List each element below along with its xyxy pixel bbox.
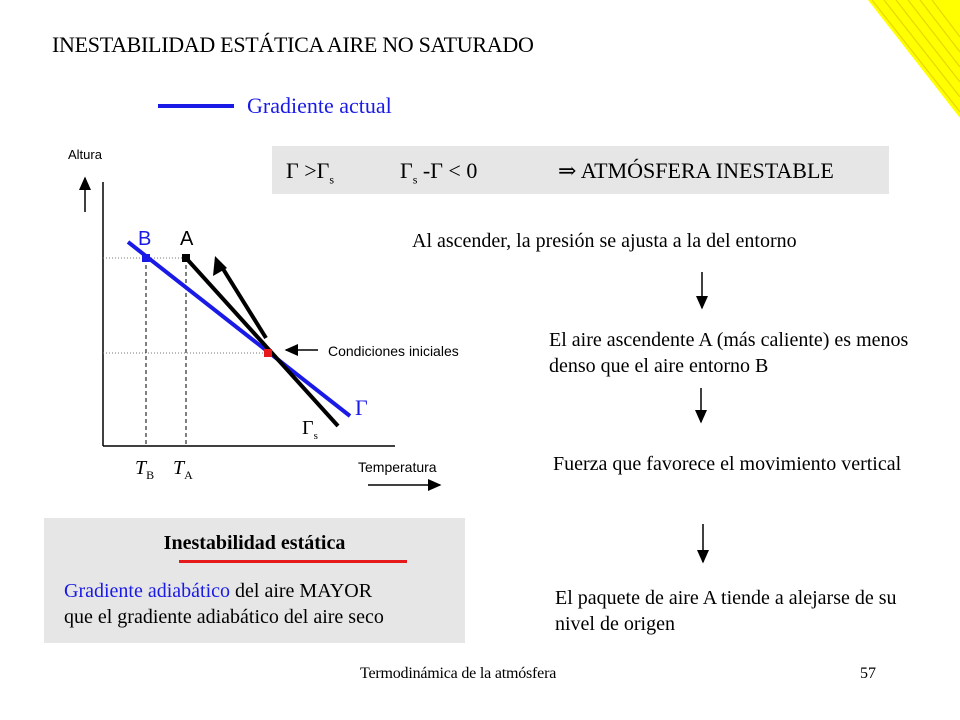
condition-difference: $\Gamma_s$ -Γ < 0 bbox=[400, 158, 478, 187]
slide-title: INESTABILIDAD ESTÁTICA AIRE NO SATURADO bbox=[52, 32, 534, 57]
info-text-rest: del aire MAYOR bbox=[230, 580, 373, 602]
initial-point-marker bbox=[264, 349, 272, 357]
condition-result: ⇒ ATMÓSFERA INESTABLE bbox=[558, 158, 834, 183]
dry-adiabat-line bbox=[186, 258, 338, 426]
info-text bbox=[64, 578, 384, 630]
condition-inequality: $\Gamma >\Gamma_s$ bbox=[286, 158, 335, 187]
point-b-label: B bbox=[138, 228, 152, 250]
flow-step-2: El aire ascendente A (más caliente) es menos denso que el aire entorno B bbox=[549, 329, 909, 377]
point-a-label: A bbox=[180, 228, 194, 250]
ta-label: $T_A$ bbox=[173, 457, 193, 482]
flow-step-3: Fuerza que favorece el movimiento vertical bbox=[553, 453, 902, 475]
info-text-line2: que el gradiente adiabático del aire seco bbox=[64, 606, 384, 628]
flow-step-4: El paquete de aire A tiende a alejarse de su nivel de origen bbox=[555, 587, 897, 635]
info-title: Inestabilidad estática bbox=[163, 532, 346, 554]
flow-step-1: Al ascender, la presión se ajusta a la del entorno bbox=[412, 230, 797, 252]
initial-conditions-label: Condiciones iniciales bbox=[328, 343, 459, 359]
info-highlight: Gradiente adiabático bbox=[64, 580, 231, 602]
gamma-label: Γ bbox=[355, 395, 368, 420]
point-a-marker bbox=[182, 254, 190, 262]
point-b-marker bbox=[142, 254, 150, 262]
info-title-underline bbox=[179, 560, 407, 563]
footer-text: Termodinámica de la atmósfera bbox=[360, 665, 557, 682]
environment-lapse-line bbox=[128, 242, 350, 416]
x-axis-label: Temperatura bbox=[358, 459, 437, 475]
page-number: 57 bbox=[860, 665, 876, 682]
legend-label: Gradiente actual bbox=[247, 93, 392, 118]
y-axis-label: Altura bbox=[68, 147, 102, 162]
static-instability-box bbox=[44, 518, 465, 643]
gamma-s-label: $\Gamma_s$ bbox=[302, 417, 318, 442]
tb-label: $T_B$ bbox=[135, 457, 155, 482]
